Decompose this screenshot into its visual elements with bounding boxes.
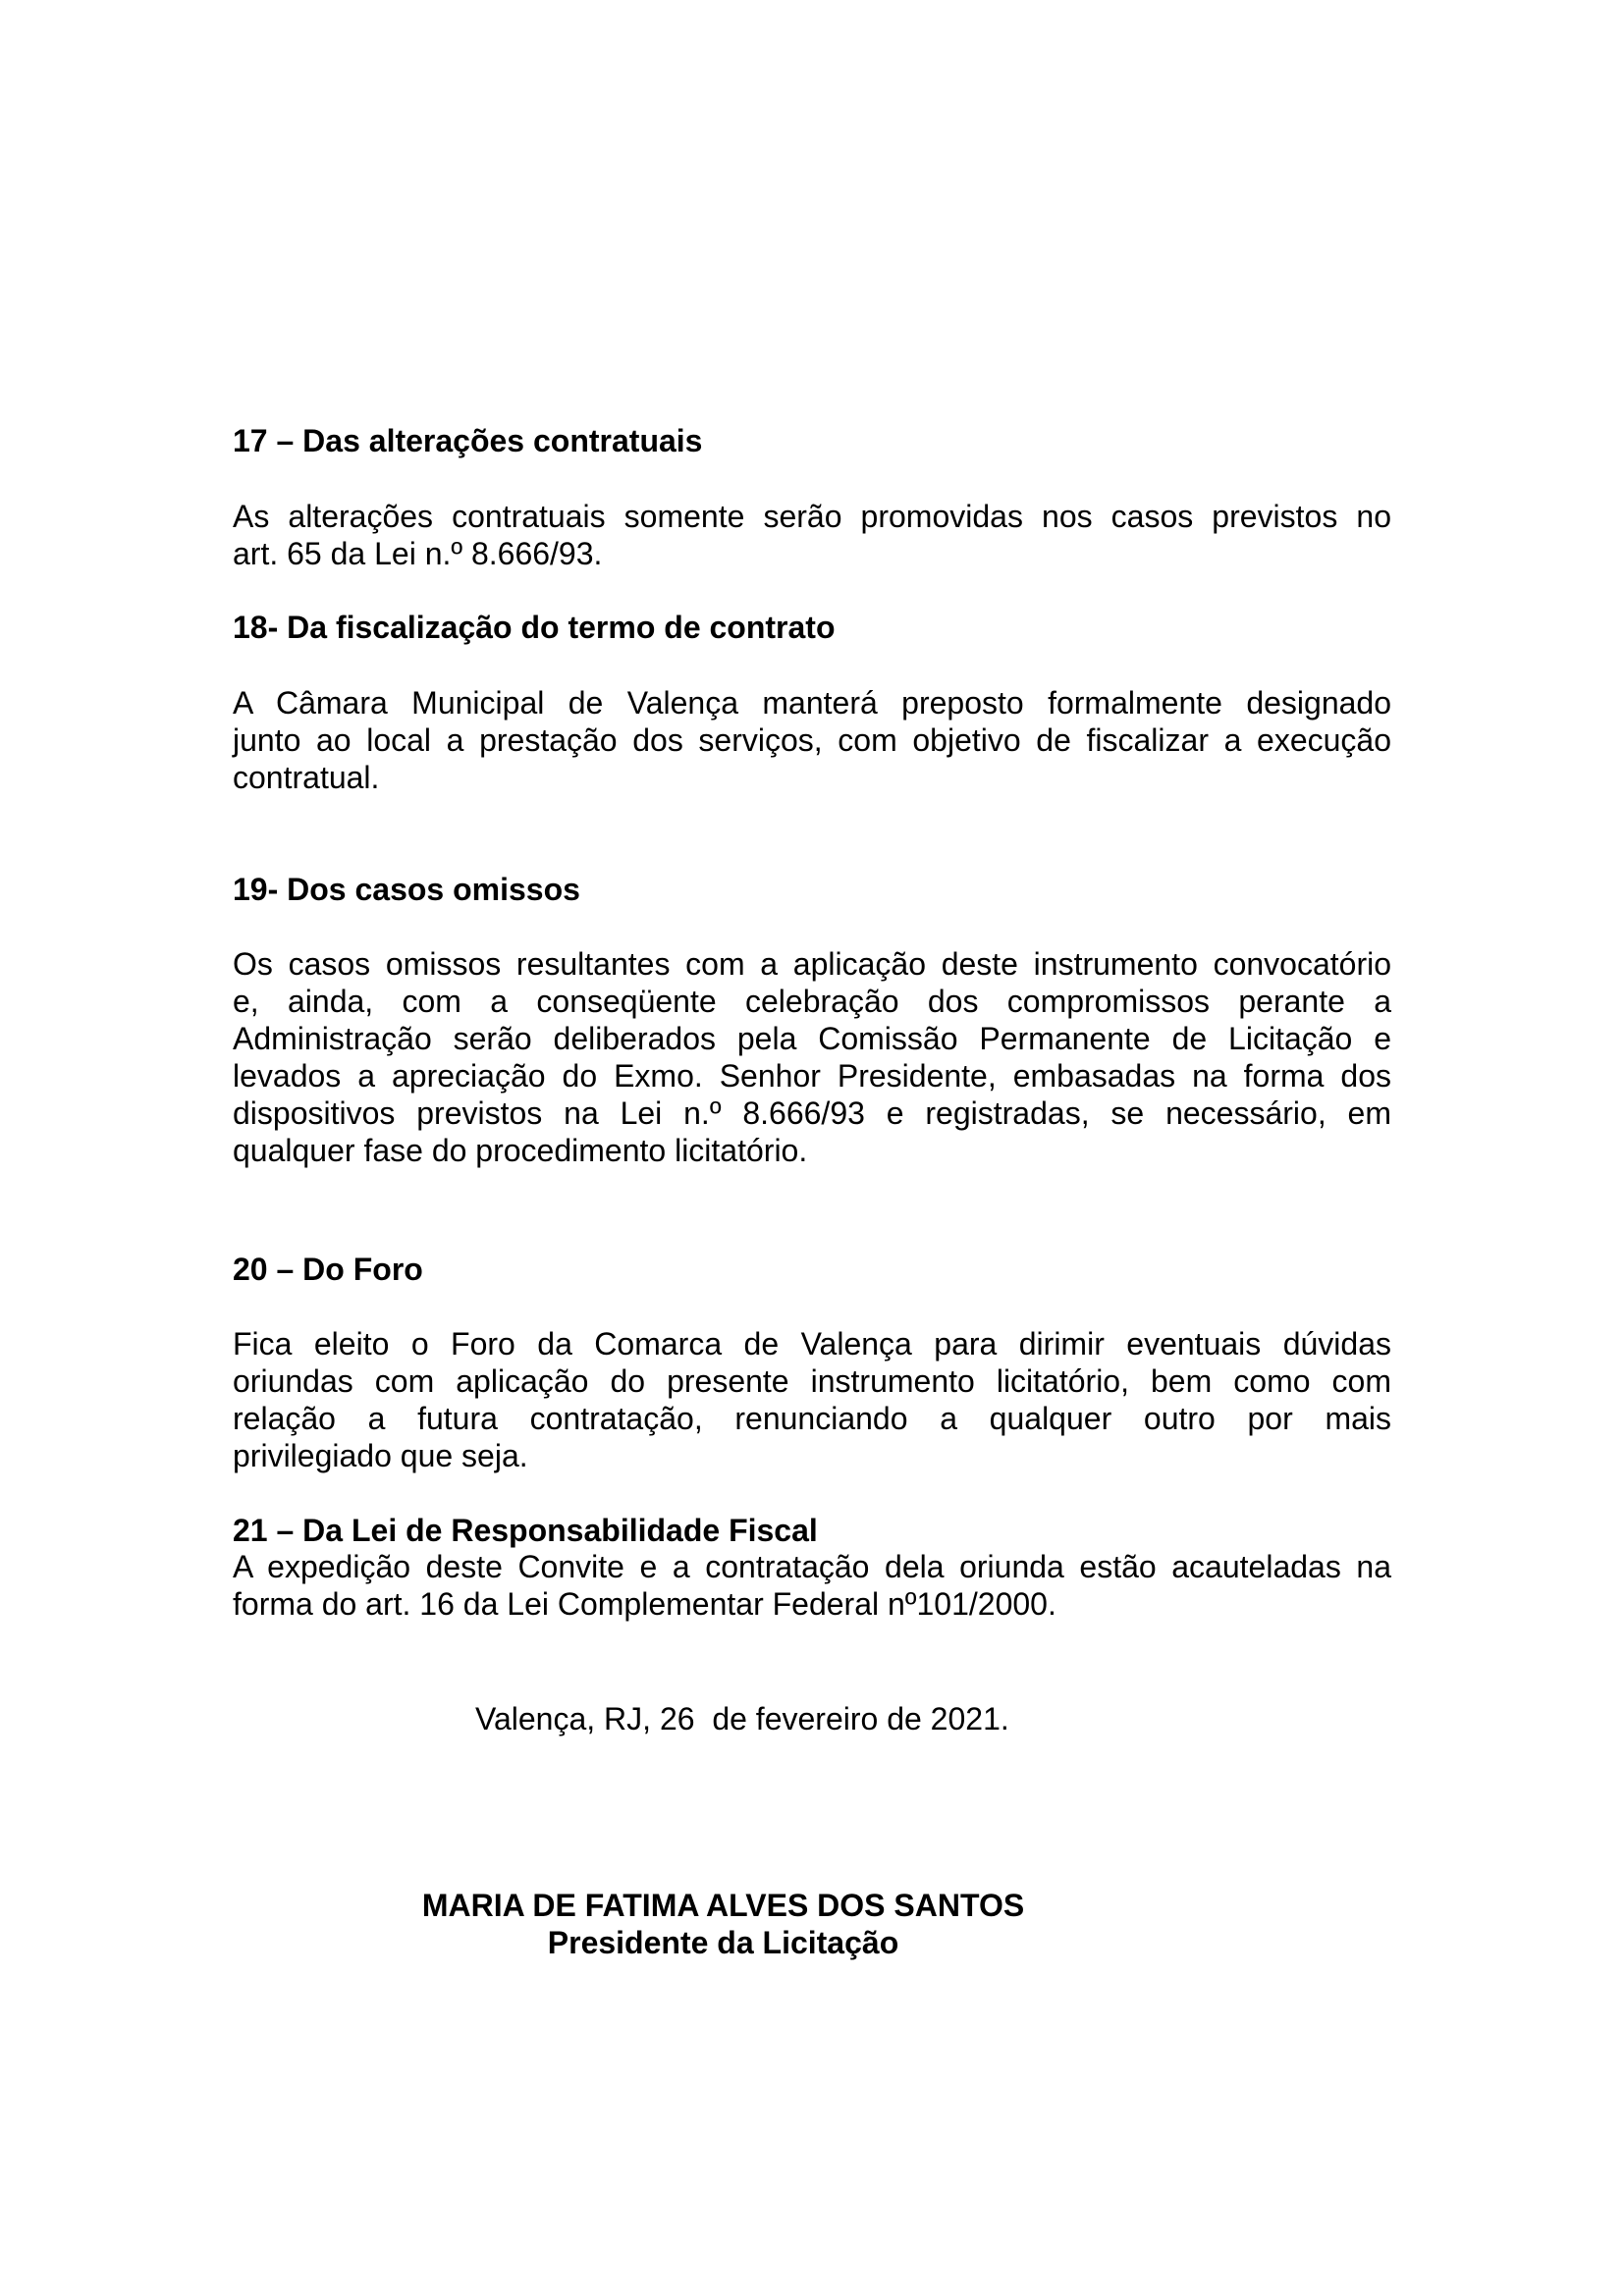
- paragraph-line: contratual.: [233, 760, 380, 795]
- paragraph-line: levados a apreciação do Exmo. Senhor Presidente, embasadas na forma dos: [233, 1058, 1391, 1094]
- paragraph-line: oriundas com aplicação do presente instrumento licitatório, bem como com: [233, 1363, 1391, 1399]
- paragraph-line: As alterações contratuais somente serão promovidas nos casos previstos no: [233, 499, 1391, 534]
- paragraph-line: e, ainda, com a conseqüente celebração dos compromissos perante a: [233, 984, 1391, 1019]
- section-17-heading: 17 – Das alterações contratuais: [233, 423, 703, 458]
- paragraph-line: relação a futura contratação, renunciando a qualquer outro por mais: [233, 1401, 1391, 1436]
- paragraph-line: A Câmara Municipal de Valença manterá preposto formalmente designado: [233, 685, 1391, 721]
- section-19-paragraph: [233, 945, 1391, 1169]
- section-17-paragraph: [233, 498, 1391, 572]
- signature-role: Presidente da Licitação: [547, 1925, 899, 1960]
- signature-block: [233, 1887, 1391, 1961]
- paragraph-line: Administração serão deliberados pela Comissão Permanente de Licitação e: [233, 1021, 1391, 1056]
- paragraph-line: junto ao local a prestação dos serviços, com objetivo de fiscalizar a execução: [233, 722, 1391, 758]
- paragraph-line: A expedição deste Convite e a contratação dela oriunda estão acauteladas na: [233, 1549, 1391, 1584]
- section-18-heading: 18- Da fiscalização do termo de contrato: [233, 610, 836, 645]
- paragraph-line: Os casos omissos resultantes com a aplicação deste instrumento convocatório: [233, 946, 1391, 982]
- paragraph-line: qualquer fase do procedimento licitatório.: [233, 1133, 808, 1168]
- date-line: Valença, RJ, 26 de fevereiro de 2021.: [475, 1701, 1009, 1736]
- section-19-heading: 19- Dos casos omissos: [233, 872, 580, 907]
- paragraph-line: forma do art. 16 da Lei Complementar Federal nº101/2000.: [233, 1586, 1056, 1622]
- paragraph-line: dispositivos previstos na Lei n.º 8.666/93 e registradas, se necessário, em: [233, 1095, 1391, 1131]
- section-21-paragraph: [233, 1548, 1391, 1623]
- section-20-paragraph: [233, 1325, 1391, 1474]
- section-20-heading: 20 – Do Foro: [233, 1252, 423, 1287]
- section-18-paragraph: [233, 684, 1391, 796]
- paragraph-line: art. 65 da Lei n.º 8.666/93.: [233, 536, 603, 571]
- signature-name: MARIA DE FATIMA ALVES DOS SANTOS: [421, 1888, 1025, 1923]
- paragraph-line: privilegiado que seja.: [233, 1438, 528, 1473]
- paragraph-line: Fica eleito o Foro da Comarca de Valença para dirimir eventuais dúvidas: [233, 1326, 1391, 1362]
- section-21-heading: 21 – Da Lei de Responsabilidade Fiscal: [233, 1513, 818, 1548]
